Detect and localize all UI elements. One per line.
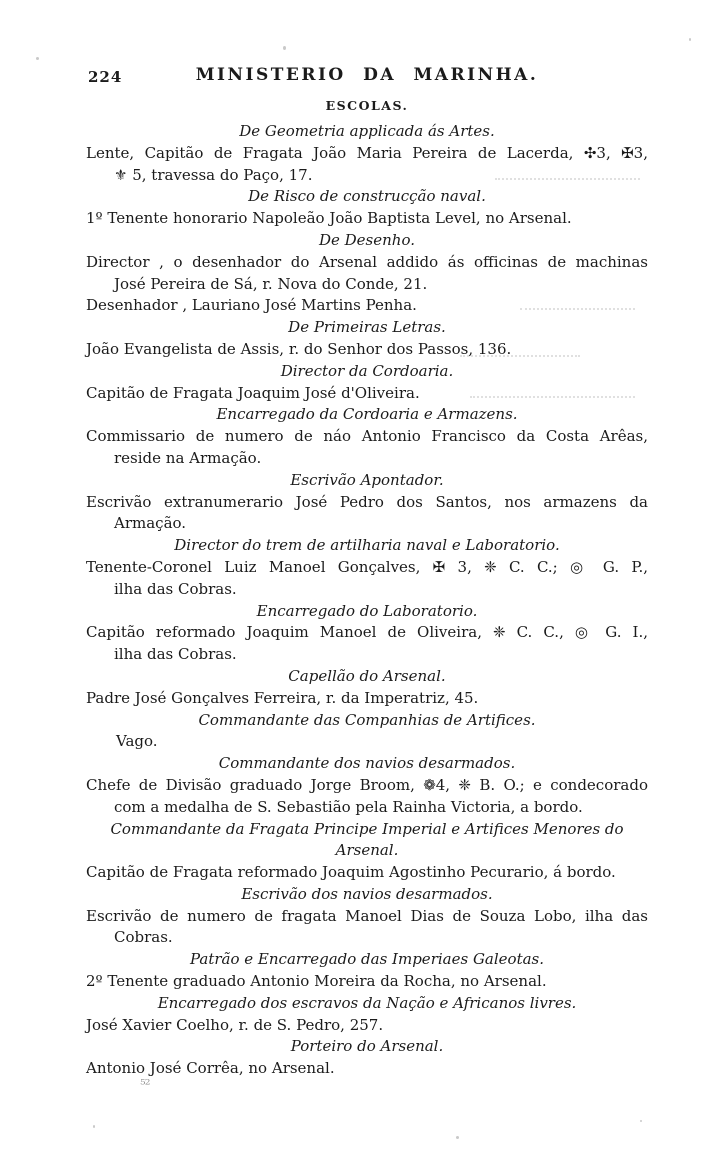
entry-line: 1º Tenente honorario Napoleão João Baptista Level, no Arsenal. [86, 209, 572, 228]
section-heading-line: Encarregado do Laboratorio. [256, 601, 478, 620]
section-heading-line: Capellão do Arsenal. [288, 666, 446, 685]
entry-line: Capitão de Fragata Joaquim José d'Oliveira. [86, 383, 420, 402]
entry-line: Director , o desenhador do Arsenal addido ás officinas de machinas [86, 252, 648, 271]
entry-line: ilha das Cobras. [114, 645, 237, 664]
section-heading-line: Encarregado da Cordoaria e Armazens. [216, 405, 518, 424]
scan-speck [93, 1125, 95, 1128]
section-heading-line: De Geometria applicada ás Artes. [239, 122, 495, 140]
entry-line: Vago. [116, 732, 158, 751]
section-heading-line: Commandante dos navios desarmados. [218, 754, 516, 773]
scan-speckle-strip [520, 308, 635, 310]
entry-line: ilha das Cobras. [114, 579, 237, 598]
section-heading-line: Arsenal. [335, 841, 399, 860]
entry-line: Capitão reformado Joaquim Manoel de Oliveira, ❈ C. C., ◎ G. I., [86, 623, 648, 642]
section-heading-line: Patrão e Encarregado das Imperiaes Galeotas. [189, 950, 545, 969]
section-heading-line: De Primeiras Letras. [288, 318, 446, 337]
entry-line: Escrivão extranumerario José Pedro dos Santos, nos armazens da [86, 492, 648, 511]
footer-smudge: 52 [140, 1079, 150, 1087]
entry-line: Lente, Capitão de Fragata João Maria Pereira de Lacerda, ✣3, ✠3, [86, 143, 648, 162]
entry-line: 2º Tenente graduado Antonio Moreira da Rocha, no Arsenal. [86, 972, 547, 991]
scan-speckle-strip [495, 178, 640, 180]
page-number: 224 [88, 68, 123, 86]
entry-line: Cobras. [114, 928, 173, 947]
scan-speck [283, 46, 286, 50]
scan-speckle-strip [460, 355, 580, 357]
section-heading-line: Escrivão dos navios desarmados. [241, 884, 493, 903]
running-title: MINISTERIO DA MARINHA. [195, 65, 539, 85]
entry-line: José Xavier Coelho, r. de S. Pedro, 257. [86, 1015, 384, 1034]
section-heading-line: Director da Cordoaria. [280, 361, 454, 380]
scan-speck [689, 38, 691, 41]
entry-line: Armação. [114, 514, 187, 533]
scan-speckle-strip [470, 396, 635, 398]
entry-line: Desenhador , Lauriano José Martins Penha. [86, 296, 417, 315]
entry-line: Escrivão de numero de fragata Manoel Dias de Souza Lobo, ilha das [86, 906, 648, 925]
section-heading-line: Encarregado dos escravos da Nação e Africanos livres. [157, 993, 577, 1012]
entry-line: Chefe de Divisão graduado Jorge Broom, ❁4, ❈ B. O.; e condecorado [86, 775, 648, 794]
entry-line: João Evangelista de Assis, r. do Senhor dos Passos, 136. [86, 339, 512, 358]
section-heading-line: De Desenho. [318, 230, 415, 249]
entry-line: José Pereira de Sá, r. Nova do Conde, 21. [114, 274, 428, 293]
section-heading-line: Director do trem de artilharia naval e Laboratorio. [174, 536, 560, 555]
scan-speck [456, 1136, 459, 1139]
entry-line: Commissario de numero de náo Antonio Francisco da Costa Arêas, [86, 427, 648, 446]
page-header [86, 60, 648, 90]
section-heading-line: Commandante das Companhias de Artifices. [198, 710, 536, 729]
entry-line: Tenente-Coronel Luiz Manoel Gonçalves, ✠ 3, ❈ C. C.; ◎ G. P., [86, 557, 648, 576]
scan-speck [36, 57, 39, 60]
section-heading-line: Porteiro do Arsenal. [290, 1037, 444, 1056]
section-heading-line: De Risco de construcção naval. [248, 187, 486, 206]
entry-line: Padre José Gonçalves Ferreira, r. da Imperatriz, 45. [86, 688, 479, 707]
scan-speck [640, 1120, 642, 1122]
section-title: ESCOLAS. [325, 98, 409, 113]
entry-line: ⚜ 5, travessa do Paço, 17. [114, 165, 313, 184]
document-body [86, 121, 648, 1080]
entry-line: com a medalha de S. Sebastião pela Rainha Victoria, a bordo. [114, 797, 583, 816]
section-heading-line: Commandante da Fragata Principe Imperial e Artifices Menores do [110, 819, 624, 838]
entry-line: Antonio José Corrêa, no Arsenal. [86, 1059, 335, 1078]
section-heading-line: Escrivão Apontador. [290, 470, 444, 489]
entry-line: reside na Armação. [114, 448, 262, 467]
entry-line: Capitão de Fragata reformado Joaquim Agostinho Pecurario, á bordo. [86, 863, 616, 882]
